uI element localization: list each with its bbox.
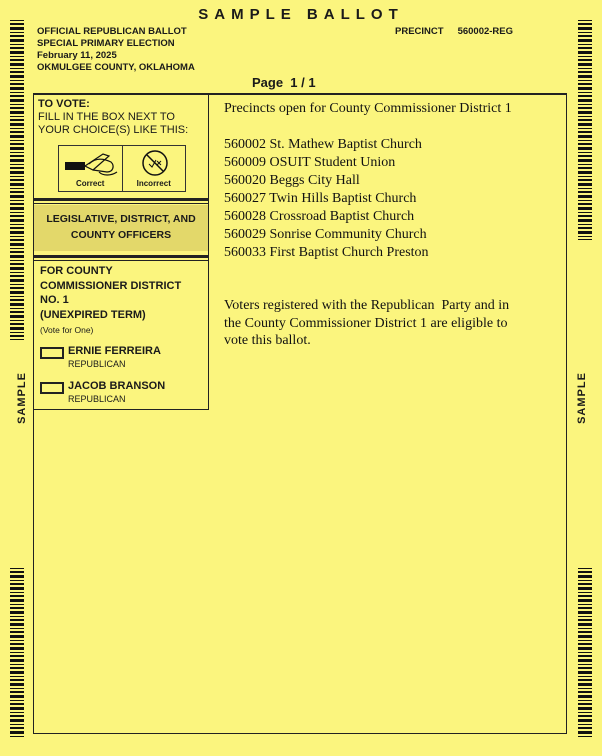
barcode-stripe bbox=[578, 123, 592, 126]
barcode-stripe bbox=[578, 683, 592, 686]
barcode-stripe bbox=[10, 116, 24, 117]
vote-oval-box[interactable] bbox=[40, 382, 64, 394]
incorrect-example bbox=[122, 146, 186, 191]
barcode-stripe bbox=[10, 119, 24, 121]
eligibility-note-line: the County Commissioner District 1 are eligible to bbox=[224, 315, 508, 331]
barcode-stripe bbox=[10, 135, 24, 138]
pen-marking-icon bbox=[59, 148, 123, 182]
contest-end-rule bbox=[34, 409, 208, 410]
barcode-stripe bbox=[10, 63, 24, 66]
barcode-stripe bbox=[10, 267, 24, 270]
barcode-stripe bbox=[578, 68, 592, 69]
barcode-stripe bbox=[10, 179, 24, 181]
barcode-stripe bbox=[10, 227, 24, 229]
precinct-location: 560009 OSUIT Student Union bbox=[224, 155, 396, 170]
barcode-stripe bbox=[10, 616, 24, 617]
header-line: OFFICIAL REPUBLICAN BALLOT bbox=[37, 26, 187, 37]
barcode-stripe bbox=[578, 35, 592, 37]
barcode-stripe bbox=[10, 167, 24, 169]
timing-barcode-right-top bbox=[578, 20, 592, 240]
barcode-stripe bbox=[10, 255, 24, 258]
barcode-stripe bbox=[578, 167, 592, 169]
barcode-stripe bbox=[578, 715, 592, 717]
barcode-stripe bbox=[10, 703, 24, 705]
header-line: OKMULGEE COUNTY, OKLAHOMA bbox=[37, 62, 195, 73]
barcode-stripe bbox=[578, 155, 592, 157]
barcode-stripe bbox=[10, 299, 24, 301]
precinct-location: 560028 Crossroad Baptist Church bbox=[224, 209, 415, 224]
barcode-stripe bbox=[10, 143, 24, 145]
barcode-stripe bbox=[10, 664, 24, 665]
barcode-stripe bbox=[10, 80, 24, 81]
precinct-label: PRECINCT bbox=[395, 26, 444, 37]
barcode-stripe bbox=[10, 32, 24, 33]
barcode-stripe bbox=[578, 164, 592, 165]
timing-barcode-left-top bbox=[10, 20, 24, 340]
barcode-stripe bbox=[10, 619, 24, 621]
barcode-stripe bbox=[10, 296, 24, 297]
divider-rule bbox=[34, 198, 208, 201]
barcode-stripe bbox=[578, 80, 592, 81]
barcode-stripe bbox=[10, 599, 24, 602]
barcode-stripe bbox=[10, 607, 24, 609]
barcode-stripe bbox=[578, 179, 592, 181]
barcode-stripe bbox=[578, 147, 592, 150]
barcode-stripe bbox=[10, 87, 24, 90]
barcode-stripe bbox=[578, 224, 592, 225]
barcode-stripe bbox=[578, 75, 592, 78]
barcode-stripe bbox=[10, 212, 24, 213]
office-category-header bbox=[34, 205, 208, 251]
barcode-stripe bbox=[578, 712, 592, 713]
barcode-stripe bbox=[578, 39, 592, 42]
barcode-stripe bbox=[10, 207, 24, 210]
barcode-stripe bbox=[578, 607, 592, 609]
barcode-stripe bbox=[10, 195, 24, 198]
barcode-stripe bbox=[10, 104, 24, 105]
barcode-stripe bbox=[578, 140, 592, 141]
barcode-stripe bbox=[10, 272, 24, 273]
barcode-stripe bbox=[10, 676, 24, 677]
barcode-stripe bbox=[578, 188, 592, 189]
barcode-stripe bbox=[10, 224, 24, 225]
barcode-stripe bbox=[10, 568, 24, 569]
timing-barcode-left-bottom bbox=[10, 568, 24, 738]
barcode-stripe bbox=[578, 212, 592, 213]
barcode-stripe bbox=[578, 236, 592, 237]
precinct-value: 560002-REG bbox=[457, 26, 514, 37]
header-line: February 11, 2025 bbox=[37, 50, 117, 61]
barcode-stripe bbox=[578, 195, 592, 198]
barcode-stripe bbox=[10, 640, 24, 641]
barcode-stripe bbox=[10, 152, 24, 153]
barcode-stripe bbox=[10, 643, 24, 645]
barcode-stripe bbox=[10, 59, 24, 61]
barcode-stripe bbox=[10, 39, 24, 42]
vote-oval-box[interactable] bbox=[40, 347, 64, 359]
category-line: LEGISLATIVE, DISTRICT, AND bbox=[46, 213, 196, 225]
barcode-stripe bbox=[10, 575, 24, 578]
barcode-stripe bbox=[10, 303, 24, 306]
barcode-stripe bbox=[10, 623, 24, 626]
precinct-location: 560020 Beggs City Hall bbox=[224, 173, 360, 188]
barcode-stripe bbox=[578, 587, 592, 590]
barcode-stripe bbox=[578, 571, 592, 573]
barcode-stripe bbox=[10, 611, 24, 614]
barcode-stripe bbox=[578, 736, 592, 737]
barcode-stripe bbox=[578, 595, 592, 597]
barcode-stripe bbox=[578, 104, 592, 105]
instructions-heading: TO VOTE: bbox=[38, 98, 90, 110]
barcode-stripe bbox=[578, 676, 592, 677]
barcode-stripe bbox=[578, 707, 592, 710]
barcode-stripe bbox=[10, 131, 24, 133]
barcode-stripe bbox=[10, 92, 24, 93]
barcode-stripe bbox=[10, 655, 24, 657]
barcode-stripe bbox=[10, 171, 24, 174]
barcode-stripe bbox=[578, 215, 592, 217]
barcode-stripe bbox=[578, 83, 592, 85]
barcode-stripe bbox=[578, 176, 592, 177]
barcode-stripe bbox=[578, 227, 592, 229]
barcode-stripe bbox=[578, 659, 592, 662]
barcode-stripe bbox=[578, 631, 592, 633]
barcode-stripe bbox=[10, 635, 24, 638]
barcode-stripe bbox=[10, 671, 24, 674]
barcode-stripe bbox=[10, 47, 24, 49]
barcode-stripe bbox=[578, 619, 592, 621]
barcode-stripe bbox=[578, 652, 592, 653]
barcode-stripe bbox=[578, 700, 592, 701]
precinct-information bbox=[224, 100, 560, 350]
barcode-stripe bbox=[578, 99, 592, 102]
barcode-stripe bbox=[10, 583, 24, 585]
barcode-stripe bbox=[10, 667, 24, 669]
barcode-stripe bbox=[578, 679, 592, 681]
barcode-stripe bbox=[10, 320, 24, 321]
barcode-stripe bbox=[578, 727, 592, 729]
barcode-stripe bbox=[10, 95, 24, 97]
barcode-stripe bbox=[578, 171, 592, 174]
contest-title-line: COMMISSIONER DISTRICT bbox=[40, 279, 182, 292]
barcode-stripe bbox=[578, 219, 592, 222]
barcode-stripe bbox=[578, 667, 592, 669]
barcode-stripe bbox=[10, 587, 24, 590]
divider-rule bbox=[34, 203, 208, 204]
divider-rule bbox=[34, 255, 208, 258]
barcode-stripe bbox=[578, 92, 592, 93]
barcode-stripe bbox=[10, 107, 24, 109]
barcode-stripe bbox=[10, 652, 24, 653]
instructions-line: FILL IN THE BOX NEXT TO bbox=[38, 111, 175, 123]
precinct-info bbox=[395, 26, 513, 37]
timing-barcode-right-bottom bbox=[578, 568, 592, 738]
barcode-stripe bbox=[10, 128, 24, 129]
barcode-stripe bbox=[578, 159, 592, 162]
barcode-stripe bbox=[578, 20, 592, 21]
barcode-stripe bbox=[10, 683, 24, 686]
barcode-stripe bbox=[10, 176, 24, 177]
barcode-stripe bbox=[578, 616, 592, 617]
barcode-stripe bbox=[10, 335, 24, 337]
barcode-stripe bbox=[578, 191, 592, 193]
barcode-stripe bbox=[578, 568, 592, 569]
barcode-stripe bbox=[10, 20, 24, 21]
barcode-stripe bbox=[578, 719, 592, 722]
barcode-stripe bbox=[10, 219, 24, 222]
barcode-stripe bbox=[578, 119, 592, 121]
barcode-stripe bbox=[10, 111, 24, 114]
barcode-stripe bbox=[578, 604, 592, 605]
barcode-stripe bbox=[578, 611, 592, 614]
barcode-stripe bbox=[578, 643, 592, 645]
barcode-stripe bbox=[578, 87, 592, 90]
vote-for-instruction: (Vote for One) bbox=[40, 325, 94, 335]
barcode-stripe bbox=[10, 715, 24, 717]
barcode-stripe bbox=[578, 731, 592, 734]
barcode-stripe bbox=[10, 260, 24, 261]
barcode-stripe bbox=[578, 135, 592, 138]
header-line: SPECIAL PRIMARY ELECTION bbox=[37, 38, 175, 49]
barcode-stripe bbox=[578, 580, 592, 581]
barcode-stripe bbox=[10, 99, 24, 102]
barcode-stripe bbox=[10, 243, 24, 246]
candidate-party: REPUBLICAN bbox=[68, 359, 126, 369]
barcode-stripe bbox=[578, 131, 592, 133]
barcode-stripe bbox=[10, 239, 24, 241]
precinct-location: 560002 St. Mathew Baptist Church bbox=[224, 137, 422, 152]
barcode-stripe bbox=[10, 731, 24, 734]
barcode-stripe bbox=[10, 200, 24, 201]
barcode-stripe bbox=[578, 51, 592, 54]
barcode-stripe bbox=[10, 724, 24, 725]
barcode-stripe bbox=[578, 203, 592, 205]
instructions-line: YOUR CHOICE(S) LIKE THIS: bbox=[38, 124, 189, 136]
barcode-stripe bbox=[10, 688, 24, 689]
barcode-stripe bbox=[10, 27, 24, 30]
barcode-stripe bbox=[578, 44, 592, 45]
barcode-stripe bbox=[10, 691, 24, 693]
precinct-location: 560029 Sonrise Community Church bbox=[224, 227, 427, 242]
candidate-party: REPUBLICAN bbox=[68, 394, 126, 404]
eligibility-note-line: vote this ballot. bbox=[224, 333, 311, 348]
barcode-stripe bbox=[578, 95, 592, 97]
barcode-stripe bbox=[10, 188, 24, 189]
barcode-stripe bbox=[578, 207, 592, 210]
barcode-stripe bbox=[578, 635, 592, 638]
correct-label: Correct bbox=[76, 179, 105, 188]
barcode-stripe bbox=[10, 700, 24, 701]
contest-title-line: NO. 1 bbox=[40, 294, 69, 306]
contest-title-line: (UNEXPIRED TERM) bbox=[40, 308, 146, 321]
barcode-stripe bbox=[10, 287, 24, 289]
barcode-stripe bbox=[10, 140, 24, 141]
barcode-stripe bbox=[10, 736, 24, 737]
barcode-stripe bbox=[578, 575, 592, 578]
barcode-stripe bbox=[578, 592, 592, 593]
barcode-stripe bbox=[10, 44, 24, 45]
eligibility-note-line: Voters registered with the Republican Party and in bbox=[224, 298, 510, 313]
barcode-stripe bbox=[10, 71, 24, 73]
barcode-stripe bbox=[10, 695, 24, 698]
barcode-stripe bbox=[10, 631, 24, 633]
barcode-stripe bbox=[10, 592, 24, 593]
barcode-stripe bbox=[10, 311, 24, 313]
barcode-stripe bbox=[578, 56, 592, 57]
barcode-stripe bbox=[10, 164, 24, 165]
barcode-stripe bbox=[578, 107, 592, 109]
barcode-stripe bbox=[578, 231, 592, 234]
precinct-location: 560033 First Baptist Church Preston bbox=[224, 245, 429, 260]
barcode-stripe bbox=[578, 655, 592, 657]
barcode-stripe bbox=[10, 75, 24, 78]
barcode-stripe bbox=[10, 315, 24, 318]
barcode-stripe bbox=[10, 580, 24, 581]
contest-title bbox=[40, 264, 181, 322]
barcode-stripe bbox=[10, 183, 24, 186]
barcode-stripe bbox=[10, 571, 24, 573]
barcode-stripe bbox=[10, 123, 24, 126]
barcode-stripe bbox=[578, 623, 592, 626]
barcode-stripe bbox=[578, 128, 592, 129]
barcode-stripe bbox=[10, 327, 24, 330]
barcode-stripe bbox=[10, 323, 24, 325]
barcode-stripe bbox=[578, 703, 592, 705]
barcode-stripe bbox=[10, 83, 24, 85]
barcode-stripe bbox=[10, 155, 24, 157]
barcode-stripe bbox=[10, 284, 24, 285]
incorrect-label: Incorrect bbox=[136, 179, 171, 188]
barcode-stripe bbox=[10, 339, 24, 340]
barcode-stripe bbox=[578, 688, 592, 689]
ballot-title: SAMPLE BALLOT bbox=[198, 6, 404, 23]
barcode-stripe bbox=[578, 664, 592, 665]
barcode-stripe bbox=[578, 59, 592, 61]
barcode-stripe bbox=[10, 595, 24, 597]
barcode-stripe bbox=[578, 152, 592, 153]
column-divider bbox=[208, 95, 209, 410]
barcode-stripe bbox=[10, 251, 24, 253]
barcode-stripe bbox=[10, 647, 24, 650]
barcode-stripe bbox=[10, 51, 24, 54]
barcode-stripe bbox=[10, 263, 24, 265]
barcode-stripe bbox=[578, 628, 592, 629]
side-sample-label-left: SAMPLE bbox=[15, 372, 28, 424]
barcode-stripe bbox=[578, 32, 592, 33]
barcode-stripe bbox=[10, 604, 24, 605]
candidate-name: ERNIE FERREIRA bbox=[68, 345, 161, 357]
marking-example bbox=[58, 145, 186, 192]
barcode-stripe bbox=[10, 679, 24, 681]
barcode-stripe bbox=[578, 599, 592, 602]
barcode-stripe bbox=[10, 68, 24, 69]
barcode-stripe bbox=[10, 719, 24, 722]
barcode-stripe bbox=[10, 159, 24, 162]
barcode-stripe bbox=[10, 308, 24, 309]
barcode-stripe bbox=[578, 647, 592, 650]
ballot-header bbox=[37, 26, 195, 74]
barcode-stripe bbox=[578, 63, 592, 66]
precinct-location: 560027 Twin Hills Baptist Church bbox=[224, 191, 417, 206]
barcode-stripe bbox=[578, 583, 592, 585]
category-line: COUNTY OFFICERS bbox=[70, 229, 172, 241]
barcode-stripe bbox=[578, 116, 592, 117]
barcode-stripe bbox=[578, 47, 592, 49]
barcode-stripe bbox=[10, 275, 24, 277]
barcode-stripe bbox=[10, 291, 24, 294]
barcode-stripe bbox=[10, 279, 24, 282]
barcode-stripe bbox=[10, 191, 24, 193]
info-heading: Precincts open for County Commissioner District 1 bbox=[224, 101, 512, 116]
correct-example bbox=[59, 146, 122, 191]
barcode-stripe bbox=[10, 628, 24, 629]
barcode-stripe bbox=[578, 111, 592, 114]
frame-top-rule bbox=[33, 93, 567, 95]
barcode-stripe bbox=[578, 640, 592, 641]
barcode-stripe bbox=[578, 724, 592, 725]
candidate-name: JACOB BRANSON bbox=[68, 380, 166, 392]
barcode-stripe bbox=[10, 203, 24, 205]
side-sample-label-right: SAMPLE bbox=[575, 372, 588, 424]
barcode-stripe bbox=[578, 695, 592, 698]
voting-instructions bbox=[38, 98, 188, 137]
barcode-stripe bbox=[10, 231, 24, 234]
barcode-stripe bbox=[10, 147, 24, 150]
barcode-stripe bbox=[10, 56, 24, 57]
barcode-stripe bbox=[10, 727, 24, 729]
barcode-stripe bbox=[10, 236, 24, 237]
contest-title-line: FOR COUNTY bbox=[40, 265, 113, 277]
barcode-stripe bbox=[10, 707, 24, 710]
divider-rule bbox=[34, 260, 208, 261]
barcode-stripe bbox=[578, 143, 592, 145]
barcode-stripe bbox=[578, 71, 592, 73]
barcode-stripe bbox=[10, 248, 24, 249]
barcode-stripe bbox=[10, 712, 24, 713]
barcode-stripe bbox=[578, 27, 592, 30]
barcode-stripe bbox=[10, 332, 24, 333]
page-number: Page 1 / 1 bbox=[252, 75, 316, 90]
barcode-stripe bbox=[10, 35, 24, 37]
no-symbol-icon bbox=[123, 148, 187, 182]
barcode-stripe bbox=[10, 23, 24, 25]
barcode-stripe bbox=[10, 659, 24, 662]
barcode-stripe bbox=[10, 215, 24, 217]
barcode-stripe bbox=[578, 671, 592, 674]
barcode-stripe bbox=[578, 23, 592, 25]
barcode-stripe bbox=[578, 691, 592, 693]
barcode-stripe bbox=[578, 183, 592, 186]
barcode-stripe bbox=[578, 200, 592, 201]
barcode-stripe bbox=[578, 239, 592, 240]
